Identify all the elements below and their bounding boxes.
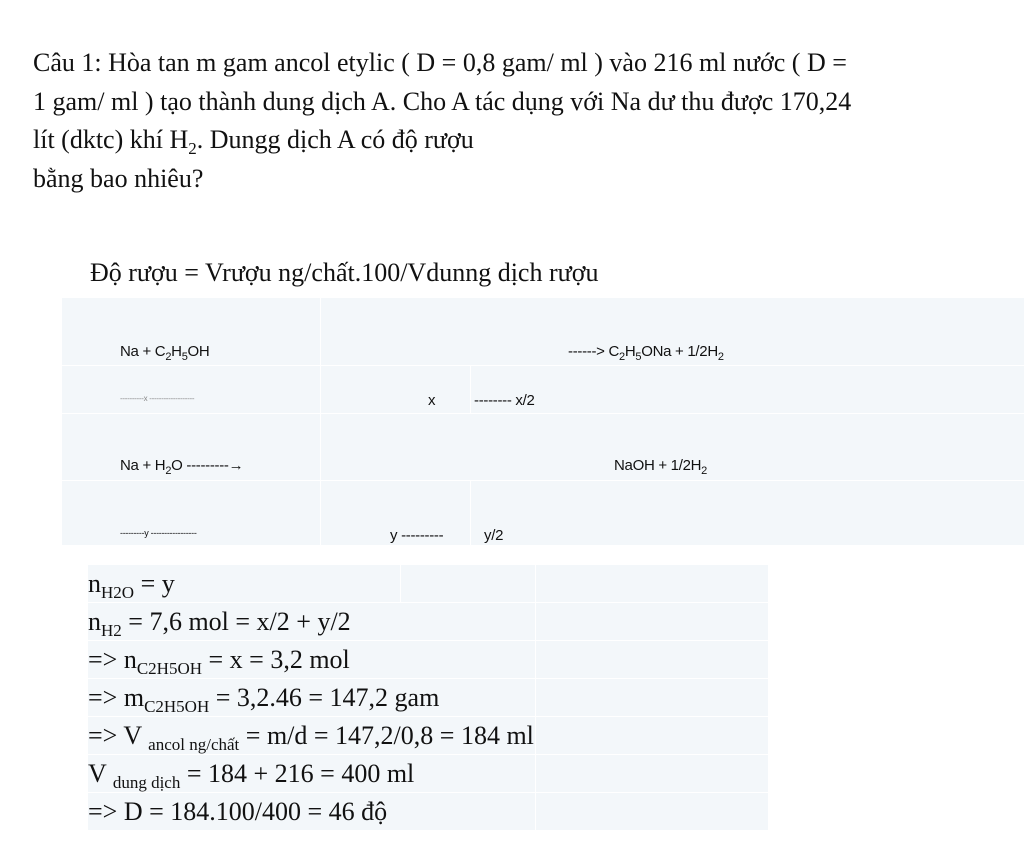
solution-line: V $_{dung dịch}$ = 184 + 216 = 400 ml xyxy=(88,759,415,792)
reaction2-ratio-h2: y/2 xyxy=(484,527,504,544)
reaction1-ratio-x: x xyxy=(428,392,436,409)
solution-line: => $m_{C2H5OH} = 3,2.46 = 147,2$ gam xyxy=(88,683,440,716)
question-line: bằng bao nhiêu? xyxy=(33,163,204,193)
reaction1-reactants: $Na + C_2H_5OH$ xyxy=(120,343,210,363)
reaction2-ratio-y: y --------- xyxy=(390,527,444,544)
reaction1-ratio-h2: -------- x/2 xyxy=(474,392,535,409)
reaction-table xyxy=(62,298,1024,545)
question-text xyxy=(33,44,1024,198)
solution-table xyxy=(88,565,768,830)
question-line: 1 gam/ ml ) tạo thành dung dịch A. Cho A tác dụng với Na dư thu được 170,24 xyxy=(33,86,852,116)
subscript: 2 xyxy=(188,139,197,159)
solution-line: $n_{H2} = 7,6$ mol = x/2 + y/2 xyxy=(88,607,351,640)
question-line xyxy=(33,121,1024,160)
reaction2-products: NaOH + $1/2H_2$ xyxy=(614,457,707,477)
reaction2-ratio-left: ---------y ----------------- xyxy=(120,528,197,538)
question-line: Câu 1: Hòa tan m gam ancol etylic ( D = 0,8 gam/ ml ) vào 216 ml nước ( D = xyxy=(33,48,847,77)
solution-line: => V $_{ancol ng/chất}$ = m/d = 147,2/0,8 = 184 ml xyxy=(88,721,534,754)
solution-line: => $n_{C2H5OH} = x = 3,2$ mol xyxy=(88,645,350,678)
formula-heading: Độ rượu = Vrượu ng/chất.100/Vdunng dịch rượu xyxy=(90,258,599,287)
question-line-part: . Dungg dịch A có độ rượu xyxy=(196,125,474,154)
reaction1-ratio-left: ----------x ------------------- xyxy=(120,394,195,403)
solution-line: => D = 184.100/400 = 46 độ xyxy=(88,797,388,826)
solution-line: $n_{H2O} = y$ xyxy=(88,569,175,602)
reaction2-reactants: $Na + H_2O$ ---------→ xyxy=(120,457,244,477)
reaction1-products: ------> $C_2H_5ONa + 1/2H_2$ xyxy=(568,343,724,363)
question-line-part: lít (dktc) khí H xyxy=(33,125,189,154)
